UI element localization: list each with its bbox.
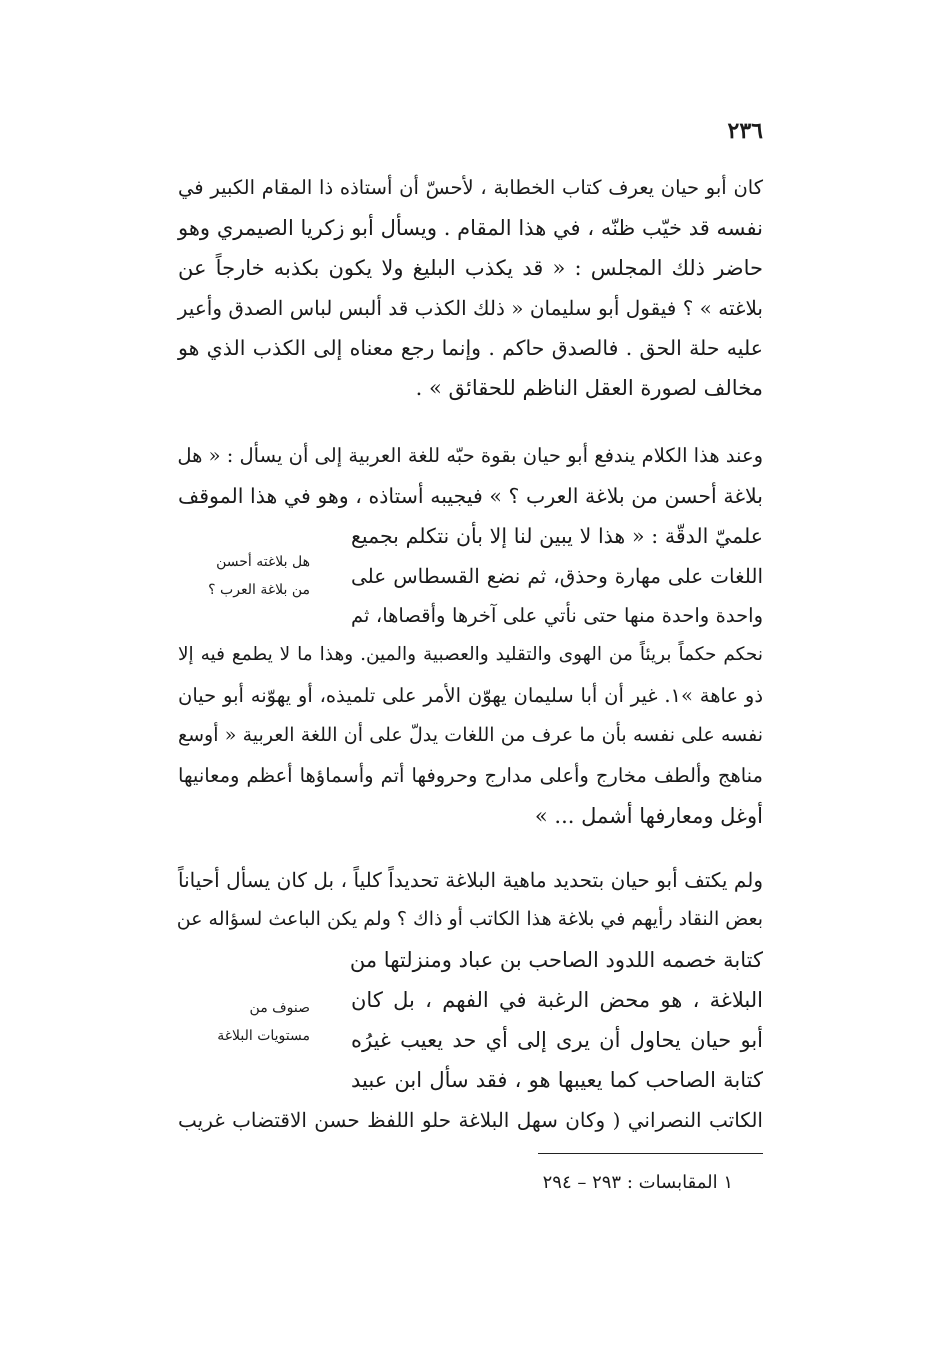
footnote-rule [538, 1153, 763, 1154]
margin-note-line: هل بلاغته أحسن [216, 554, 310, 570]
text-line: نحكم حكماً بريئاً من الهوى والتقليد والعصبية والمين. وهذا ما لا يطمع فيه إلا [178, 644, 763, 665]
text-line: مخالف لصورة العقل الناظم للحقائق » . [415, 376, 763, 400]
page-number: ٢٣٦ [727, 118, 763, 144]
text-line: ذو عاهة »١. غير أن أبا سليمان يهوّن الأمر على تلميذه، أو يهوّنه أبو حيان [178, 684, 764, 707]
text-line: كتابة خصمه اللدود الصاحب بن عباد ومنزلتها من [349, 948, 763, 972]
margin-note-line: من بلاغة العرب ؟ [208, 582, 310, 598]
text-line: ولم يكتف أبو حيان بتحديد ماهية البلاغة تحديداً كلياً ، بل كان يسأل أحياناً [178, 868, 763, 892]
text-line: اللغات على مهارة وحذق، ثم نضع القسطاس على [351, 564, 763, 588]
text-line: عليه حلة الحق . فالصدق حاكم . وإنما رجع معناه إلى الكذب الذي هو [178, 336, 763, 360]
text-line: نفسه على نفسه بأن ما عرف من اللغات يدلّ على أن اللغة العربية « أوسع [178, 724, 763, 746]
margin-note [160, 994, 310, 1050]
text-line: وعند هذا الكلام يندفع أبو حيان بقوة حبّه للغة العربية إلى أن يسأل : « هل [177, 444, 763, 467]
text-line: نفسه قد خيّب ظنّه ، في هذا المقام . ويسأل أبو زكريا الصيمري وهو [178, 216, 763, 240]
margin-note-line: صنوف من [249, 1000, 310, 1016]
text-line: علميّ الدقّة : « هذا لا يبين لنا إلا بأن نتكلم بجميع [351, 524, 763, 548]
text-line: واحدة واحدة منها حتى نأتي على آخرها وأقصاها، ثم [351, 604, 763, 627]
text-line: أوغل ومعارفها أشمل ... » [534, 804, 763, 828]
text-line: البلاغة ، هو محض الرغبة في الفهم ، بل كان [351, 988, 763, 1012]
text-line: بلاغته » ؟ فيقول أبو سليمان « ذلك الكذب قد ألبس لباس الصدق وأعير [177, 296, 763, 320]
footnote: ١ المقابسات : ٢٩٣ – ٢٩٤ [542, 1172, 733, 1193]
text-line: كتابة الصاحب كما يعيبها هو ، فقد سأل ابن عبيد [351, 1068, 763, 1092]
text-line: بعض النقاد رأيهم في بلاغة هذا الكاتب أو ذاك ؟ ولم يكن الباعث لسؤاله عن [176, 908, 763, 930]
text-line: الكاتب النصراني ( وكان سهل البلاغة حلو اللفظ حسن الاقتضاب غريب [178, 1108, 763, 1132]
margin-note [160, 548, 310, 604]
text-line: بلاغة أحسن من بلاغة العرب ؟ » فيجيبه أستاذه ، وهو في هذا الموقف [178, 484, 763, 508]
margin-note-line: مستويات البلاغة [217, 1028, 310, 1044]
text-line: حاضر ذلك المجلس : « قد يكذب البليغ ولا يكون بكذبه خارجاً عن [178, 256, 763, 280]
text-line: كان أبو حيان يعرف كتاب الخطابة ، لأحسّ أن أستاذه ذا المقام الكبير في [178, 176, 763, 199]
text-line: مناهج وألطف مخارج وأعلى مدارج وحروفها أتم وأسماؤها أعظم ومعانيها [178, 764, 763, 787]
text-line: أبو حيان يحاول أن يرى إلى أي حد يعيب غيرُه [351, 1028, 763, 1052]
